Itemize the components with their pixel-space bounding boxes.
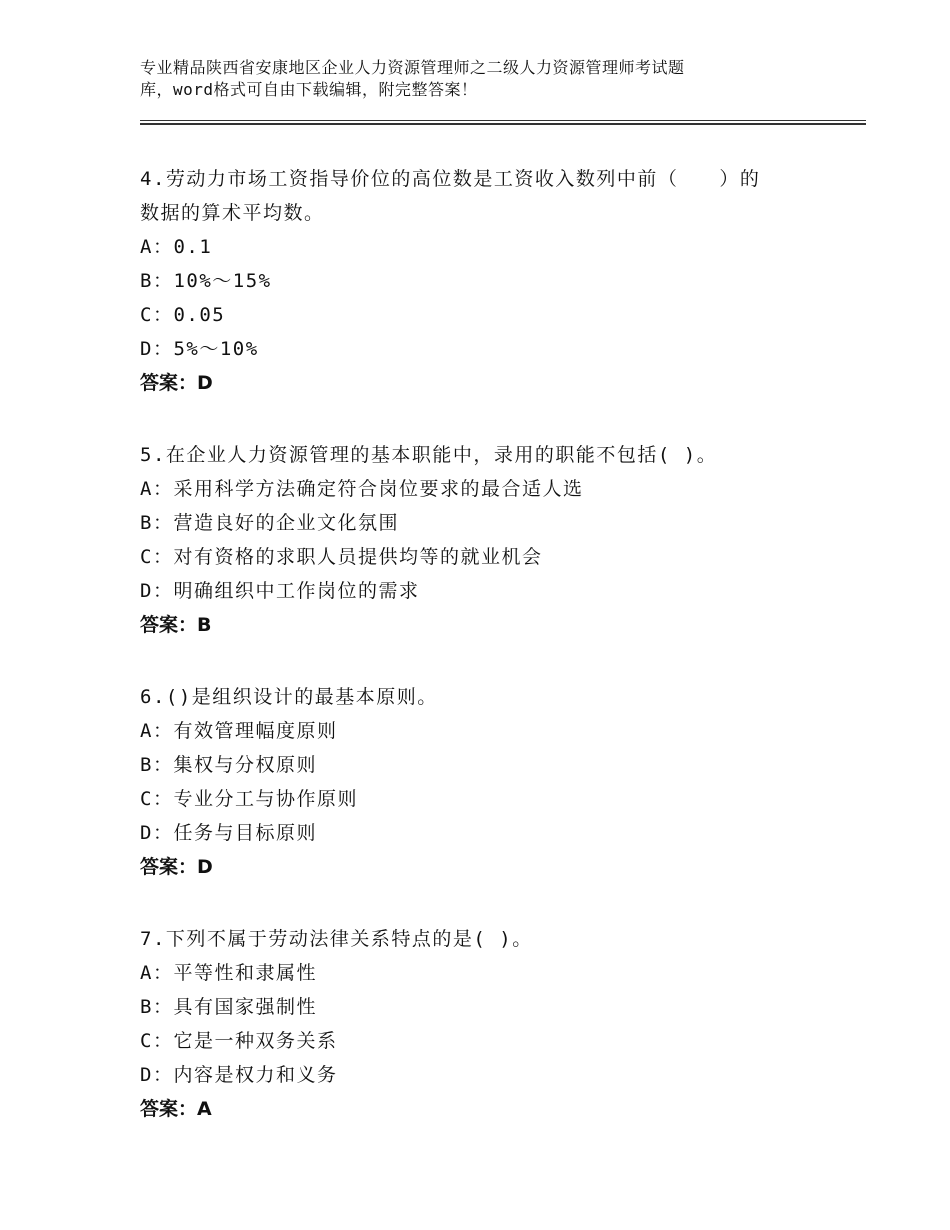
option-b: B：具有国家强制性	[140, 996, 317, 1018]
option-a: A：有效管理幅度原则	[140, 720, 338, 742]
question-stem-line-1: 6.()是组织设计的最基本原则。	[140, 686, 438, 708]
option-c: C：对有资格的求职人员提供均等的就业机会	[140, 546, 543, 568]
document-header	[140, 57, 840, 101]
option-b: B：集权与分权原则	[140, 754, 317, 776]
question-5	[140, 438, 860, 642]
option-b: B：10%～15%	[140, 270, 272, 292]
header-divider-thin	[140, 120, 866, 121]
question-stem-line-1: 5.在企业人力资源管理的基本职能中，录用的职能不包括( )。	[140, 444, 718, 466]
question-list	[140, 162, 860, 1164]
option-c: C：专业分工与协作原则	[140, 788, 358, 810]
option-d: D：明确组织中工作岗位的需求	[140, 580, 420, 602]
option-c: C：它是一种双务关系	[140, 1030, 338, 1052]
option-a: A：平等性和隶属性	[140, 962, 317, 984]
answer-label: 答案：D	[140, 856, 213, 878]
question-stem-line-2: 数据的算术平均数。	[140, 202, 325, 224]
answer-label: 答案：A	[140, 1098, 212, 1120]
question-4	[140, 162, 860, 400]
header-divider	[140, 120, 866, 126]
question-stem-line-1: 4.劳动力市场工资指导价位的高位数是工资收入数列中前（ ）的	[140, 168, 761, 190]
answer-label: 答案：B	[140, 614, 212, 636]
question-6	[140, 680, 860, 884]
question-stem-line-1: 7.下列不属于劳动法律关系特点的是( )。	[140, 928, 533, 950]
question-7	[140, 922, 860, 1126]
option-c: C：0.05	[140, 304, 226, 326]
option-a: A：0.1	[140, 236, 213, 258]
header-title-line-2: 库，word格式可自由下载编辑，附完整答案！	[140, 80, 478, 99]
option-d: D：任务与目标原则	[140, 822, 317, 844]
option-d: D：5%～10%	[140, 338, 259, 360]
header-title-line-1: 专业精品陕西省安康地区企业人力资源管理师之二级人力资源管理师考试题	[140, 58, 685, 77]
answer-label: 答案：D	[140, 372, 213, 394]
option-b: B：营造良好的企业文化氛围	[140, 512, 399, 534]
option-d: D：内容是权力和义务	[140, 1064, 338, 1086]
header-divider-thick	[140, 123, 866, 125]
option-a: A：采用科学方法确定符合岗位要求的最合适人选	[140, 478, 584, 500]
